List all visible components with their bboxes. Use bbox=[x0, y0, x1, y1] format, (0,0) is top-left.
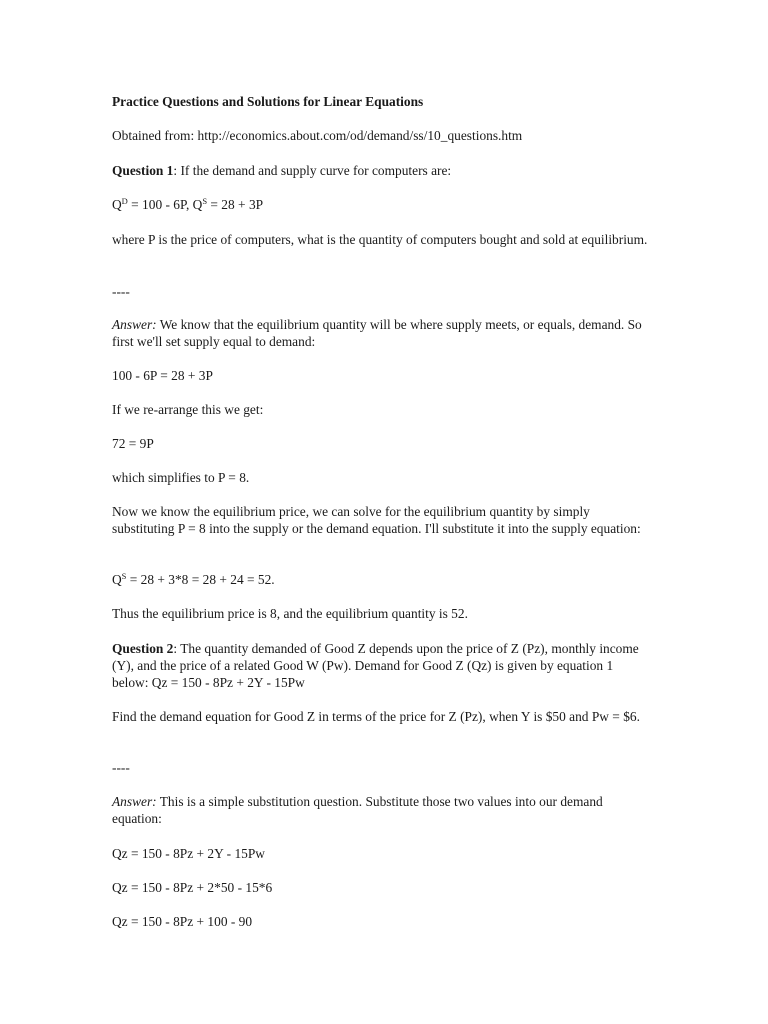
question-1-equation bbox=[112, 196, 263, 213]
step5-q: Q bbox=[112, 572, 122, 587]
eq-mid: = 100 - 6P, Q bbox=[127, 197, 203, 212]
answer-1-label: Answer: bbox=[112, 317, 157, 332]
step5-rest: = 28 + 3*8 = 28 + 24 = 52. bbox=[126, 572, 275, 587]
question-1-heading bbox=[112, 162, 451, 179]
answer-1-step-1: 100 - 6P = 28 + 3P bbox=[112, 368, 213, 383]
eq-q: Q bbox=[112, 197, 122, 212]
answer-2-equation-2: Qz = 150 - 8Pz + 2*50 - 15*6 bbox=[112, 880, 273, 895]
step5-sup: S bbox=[121, 571, 127, 581]
answer-1-paragraph bbox=[112, 316, 652, 350]
question-1-text: : If the demand and supply curve for computers are: bbox=[173, 163, 452, 178]
question-2-text: : The quantity demanded of Good Z depends upon the price of Z (Pz), monthly income (Y), and the price of a related Good W (Pw). Demand for Good Z (Qz) is given by equation 1 below: Qz = 150 - 8Pz + 2Y - 15Pw bbox=[112, 641, 639, 690]
document-title: Practice Questions and Solutions for Linear Equations bbox=[112, 94, 424, 109]
question-2-paragraph bbox=[112, 640, 652, 691]
answer-2-text: This is a simple substitution question. Substitute those two values into our demand equation: bbox=[112, 794, 603, 826]
answer-1-step-4: Now we know the equilibrium price, we can solve for the equilibrium quantity by simply substituting P = 8 into the supply or the demand equation. I'll substitute it into the supply equation: bbox=[112, 504, 641, 536]
answer-1-step-2: 72 = 9P bbox=[112, 436, 154, 451]
question-2-prompt: Find the demand equation for Good Z in terms of the price for Z (Pz), when Y is $50 and Pw = $6. bbox=[112, 709, 640, 724]
answer-1-text: We know that the equilibrium quantity will be where supply meets, or equals, demand. So first we'll set supply equal to demand: bbox=[112, 317, 642, 349]
question-2-label: Question 2 bbox=[112, 641, 174, 656]
question-1-prompt: where P is the price of computers, what is the quantity of computers bought and sold at equilibrium. bbox=[112, 232, 648, 247]
eq-end: = 28 + 3P bbox=[207, 197, 264, 212]
question-1-label: Question 1 bbox=[112, 163, 174, 178]
answer-2-paragraph bbox=[112, 793, 652, 827]
answer-1-step-3: which simplifies to P = 8. bbox=[112, 470, 250, 485]
eq-s-sup: S bbox=[202, 196, 208, 206]
answer-2-equation-1: Qz = 150 - 8Pz + 2Y - 15Pw bbox=[112, 846, 265, 861]
source-line: Obtained from: http://economics.about.com/od/demand/ss/10_questions.htm bbox=[112, 128, 523, 143]
separator-1: ---- bbox=[112, 284, 130, 299]
answer-2-label: Answer: bbox=[112, 794, 157, 809]
answer-1-step-2-intro: If we re-arrange this we get: bbox=[112, 402, 264, 417]
answer-1-step-5 bbox=[112, 571, 275, 588]
eq-d-sup: D bbox=[121, 196, 128, 206]
answer-1-conclusion: Thus the equilibrium price is 8, and the equilibrium quantity is 52. bbox=[112, 606, 468, 621]
separator-2: ---- bbox=[112, 760, 130, 775]
answer-2-equation-3: Qz = 150 - 8Pz + 100 - 90 bbox=[112, 914, 253, 929]
